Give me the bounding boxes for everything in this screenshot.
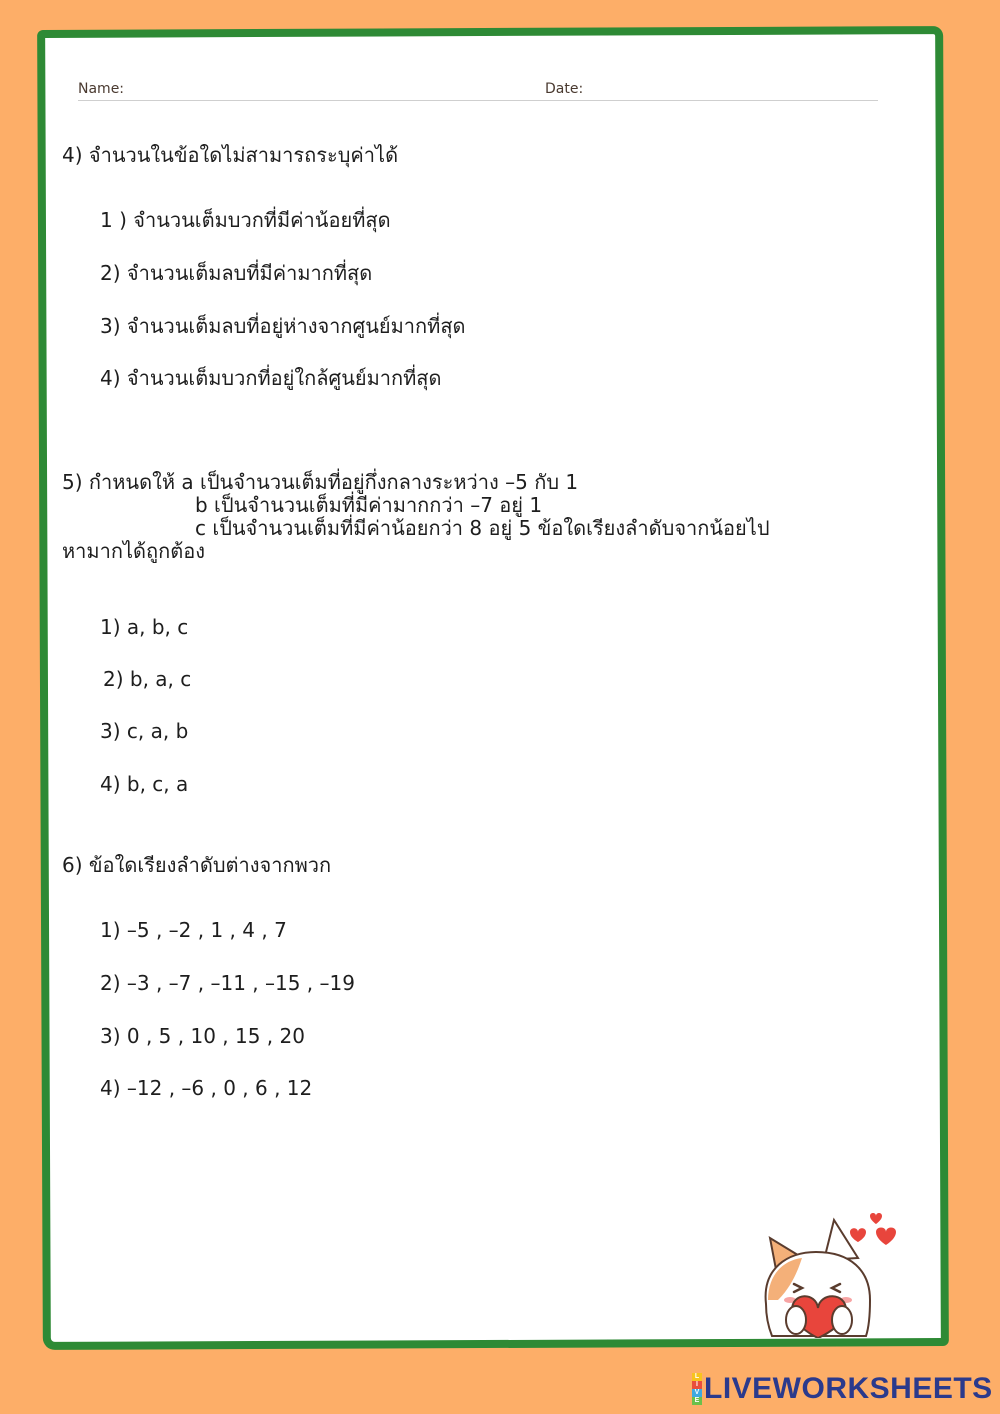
question-5-prompt-line-2: b เป็นจำนวนเต็มที่มีค่ามากกว่า –7 อยู่ 1 <box>195 493 543 517</box>
question-6-option-3[interactable]: 3) 0 , 5 , 10 , 15 , 20 <box>100 1024 305 1048</box>
cat-paw-right <box>832 1306 852 1334</box>
date-label: Date: <box>545 81 584 97</box>
question-6-option-4[interactable]: 4) –12 , –6 , 0 , 6 , 12 <box>100 1076 313 1100</box>
header-divider <box>78 100 878 101</box>
question-6-option-1[interactable]: 1) –5 , –2 , 1 , 4 , 7 <box>100 918 287 942</box>
small-heart-icon <box>850 1228 866 1242</box>
cat-heart-illustration <box>758 1208 908 1338</box>
question-5-prompt-line-3: c เป็นจำนวนเต็มที่มีค่าน้อยกว่า 8 อยู่ 5 ข้อใดเรียงลำดับจากน้อยไป <box>195 516 770 540</box>
question-6-prompt: 6) ข้อใดเรียงลำดับต่างจากพวก <box>62 853 332 877</box>
question-4-option-2[interactable]: 2) จำนวนเต็มลบที่มีค่ามากที่สุด <box>100 261 373 285</box>
cat-paw-left <box>786 1306 806 1334</box>
question-6-option-2[interactable]: 2) –3 , –7 , –11 , –15 , –19 <box>100 971 355 995</box>
question-5-prompt-line-4: หามากได้ถูกต้อง <box>62 539 205 563</box>
small-heart-icon <box>876 1228 896 1246</box>
question-5-option-1[interactable]: 1) a, b, c <box>100 615 189 639</box>
question-4-option-1[interactable]: 1 ) จำนวนเต็มบวกที่มีค่าน้อยที่สุด <box>100 208 391 232</box>
logo-text: LIVEWORKSHEETS <box>704 1372 993 1405</box>
question-4-prompt: 4) จำนวนในข้อใดไม่สามารถระบุค่าได้ <box>62 143 399 167</box>
question-4-option-4[interactable]: 4) จำนวนเต็มบวกที่อยู่ใกล้ศูนย์มากที่สุด <box>100 366 442 390</box>
logo-mark-icon: L I V E <box>692 1373 702 1405</box>
small-heart-icon <box>870 1213 882 1224</box>
question-4-option-3[interactable]: 3) จำนวนเต็มลบที่อยู่ห่างจากศูนย์มากที่สุด <box>100 314 466 338</box>
question-5-option-2[interactable]: 2) b, a, c <box>103 667 192 691</box>
question-5-option-3[interactable]: 3) c, a, b <box>100 719 189 743</box>
name-label: Name: <box>78 81 125 97</box>
question-5-option-4[interactable]: 4) b, c, a <box>100 772 189 796</box>
question-5-prompt-line-1: 5) กำหนดให้ a เป็นจำนวนเต็มที่อยู่กึ่งกลางระหว่าง –5 กับ 1 <box>62 470 579 494</box>
liveworksheets-logo[interactable] <box>692 1372 993 1406</box>
